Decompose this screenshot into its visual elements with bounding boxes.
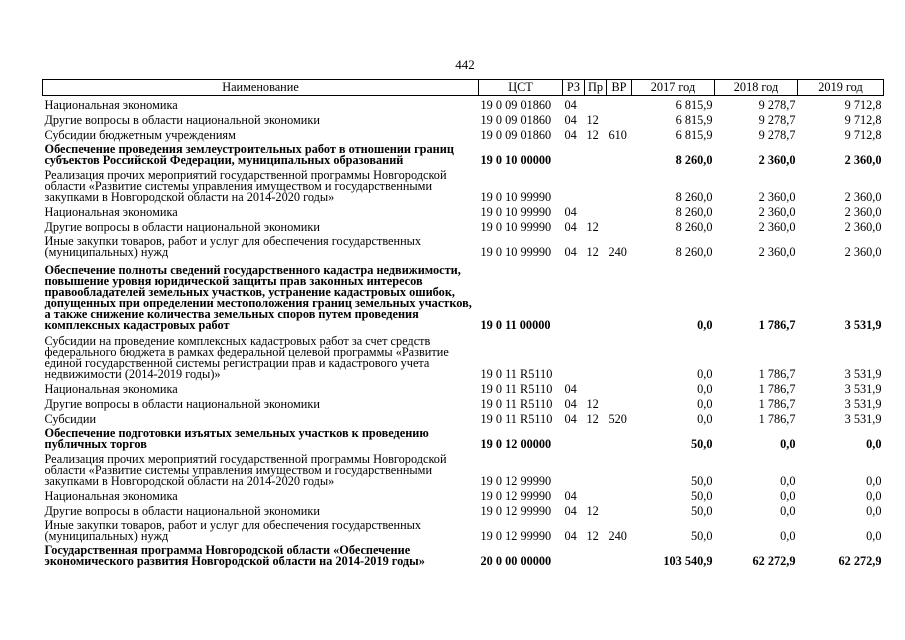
table-row xyxy=(43,203,884,218)
cell-rz xyxy=(563,258,585,331)
table-header-row xyxy=(43,80,884,96)
cell-cst: 19 0 09 01860 xyxy=(480,128,552,142)
cell-2019: 3 531,9 xyxy=(844,318,882,332)
cell-rz: 04 xyxy=(564,382,577,396)
cell-2018: 1 786,7 xyxy=(758,412,796,426)
cell-vr xyxy=(607,487,632,502)
cell-cst: 20 0 00 00000 xyxy=(480,554,552,568)
cell-rz xyxy=(563,141,585,166)
cell-2017: 6 815,9 xyxy=(675,113,713,127)
cell-vr xyxy=(607,218,632,233)
cell-2019: 9 712,8 xyxy=(844,128,882,142)
cell-rz: 04 xyxy=(564,489,577,503)
cell-cst: 19 0 12 00000 xyxy=(480,437,552,451)
cell-rz: 04 xyxy=(564,220,577,234)
cell-vr xyxy=(607,502,632,517)
cell-pr xyxy=(585,96,607,112)
table-row xyxy=(43,111,884,126)
cell-name: Обеспечение полноты сведений государственного кадастра недвижимости, повышение уровня юридической защиты прав законных интересов правообладателей земельных участков, устранение кадастровых ошибок, допущенных при определении местоположения границ земельных участков, а также снижение количества земельных споров путем проведения комплексных кадастровых работ xyxy=(44,263,472,332)
cell-2018: 2 360,0 xyxy=(758,205,796,219)
header-rz: РЗ xyxy=(563,80,585,96)
cell-vr xyxy=(607,542,632,567)
cell-name: Национальная экономика xyxy=(44,205,178,219)
cell-vr xyxy=(607,96,632,112)
cell-name: Другие вопросы в области национальной экономики xyxy=(44,220,320,234)
table-row xyxy=(43,258,884,331)
cell-2019: 3 531,9 xyxy=(844,382,882,396)
cell-2018: 2 360,0 xyxy=(758,153,796,167)
cell-name: Национальная экономика xyxy=(44,98,178,112)
cell-name: Другие вопросы в области национальной экономики xyxy=(44,397,320,411)
cell-2019: 2 360,0 xyxy=(844,205,882,219)
cell-2018: 2 360,0 xyxy=(758,220,796,234)
cell-cst: 19 0 12 99990 xyxy=(480,504,552,518)
cell-pr: 12 xyxy=(586,113,599,127)
cell-cst: 19 0 11 00000 xyxy=(480,318,551,332)
table-row xyxy=(43,425,884,450)
cell-2017: 50,0 xyxy=(690,504,713,518)
cell-cst: 19 0 09 01860 xyxy=(480,98,552,112)
cell-pr: 12 xyxy=(586,128,599,142)
cell-vr: 240 xyxy=(608,245,627,259)
cell-pr xyxy=(585,487,607,502)
header-cst: ЦСТ xyxy=(479,80,563,96)
cell-rz xyxy=(563,166,585,203)
cell-2018: 0,0 xyxy=(780,529,796,543)
table-row xyxy=(43,395,884,410)
cell-rz xyxy=(563,425,585,450)
cell-cst: 19 0 12 99990 xyxy=(480,529,552,543)
cell-pr xyxy=(585,258,607,331)
cell-2018: 1 786,7 xyxy=(758,397,796,411)
cell-cst: 19 0 11 R5110 xyxy=(480,382,553,396)
cell-pr xyxy=(585,141,607,166)
cell-pr: 12 xyxy=(586,397,599,411)
cell-rz xyxy=(563,542,585,567)
cell-vr xyxy=(607,450,632,487)
cell-pr: 12 xyxy=(586,412,599,426)
cell-name: Государственная программа Новгородской области «Обеспечение экономического развития Новгородской области на 2014-2019 годы» xyxy=(44,543,425,568)
cell-vr: 610 xyxy=(608,128,627,142)
cell-vr xyxy=(607,111,632,126)
cell-2019: 2 360,0 xyxy=(844,245,882,259)
table-row xyxy=(43,380,884,395)
cell-pr xyxy=(585,331,607,380)
cell-rz: 04 xyxy=(564,113,577,127)
cell-2018: 0,0 xyxy=(780,437,796,451)
cell-rz: 04 xyxy=(564,128,577,142)
cell-rz xyxy=(563,331,585,380)
cell-rz: 04 xyxy=(564,412,577,426)
cell-2017: 0,0 xyxy=(697,318,713,332)
header-2019: 2019 год xyxy=(798,80,884,96)
table-row xyxy=(43,141,884,166)
cell-2017: 50,0 xyxy=(690,489,713,503)
cell-name: Национальная экономика xyxy=(44,382,178,396)
budget-table xyxy=(42,79,884,567)
cell-2018: 1 786,7 xyxy=(758,367,796,381)
cell-name: Другие вопросы в области национальной экономики xyxy=(44,113,320,127)
cell-pr: 12 xyxy=(586,245,599,259)
cell-name: Субсидии бюджетным учреждениям xyxy=(44,128,236,142)
cell-vr xyxy=(607,425,632,450)
cell-cst: 19 0 11 R5110 xyxy=(480,397,553,411)
cell-2017: 8 260,0 xyxy=(675,190,713,204)
cell-cst: 19 0 10 00000 xyxy=(480,153,552,167)
cell-rz: 04 xyxy=(564,98,577,112)
cell-pr xyxy=(585,380,607,395)
table-row xyxy=(43,96,884,112)
table-row xyxy=(43,502,884,517)
table-row xyxy=(43,126,884,141)
cell-2018: 1 786,7 xyxy=(758,382,796,396)
cell-2018: 0,0 xyxy=(780,504,796,518)
table-row xyxy=(43,517,884,542)
cell-2017: 50,0 xyxy=(690,529,713,543)
header-pr: Пр xyxy=(585,80,607,96)
cell-2017: 0,0 xyxy=(697,412,713,426)
cell-cst: 19 0 10 99990 xyxy=(480,245,552,259)
cell-2018: 9 278,7 xyxy=(758,113,796,127)
cell-2018: 2 360,0 xyxy=(758,245,796,259)
table-row xyxy=(43,450,884,487)
cell-pr xyxy=(585,203,607,218)
table-row xyxy=(43,233,884,258)
cell-2019: 0,0 xyxy=(866,474,882,488)
cell-name: Иные закупки товаров, работ и услуг для обеспечения государственных (муниципальных) нужд xyxy=(44,518,422,543)
cell-2018: 2 360,0 xyxy=(758,190,796,204)
page-number: 442 xyxy=(455,57,475,72)
cell-name: Реализация прочих мероприятий государственной программы Новгородской области «Развитие системы управления имуществом и государственными закупками в Новгородской области на 2014-2020 годы» xyxy=(44,452,447,488)
cell-pr: 12 xyxy=(586,529,599,543)
cell-name: Реализация прочих мероприятий государственной программы Новгородской области «Развитие системы управления имуществом и государственными закупками в Новгородской области на 2014-2020 годы» xyxy=(44,168,447,204)
table-row xyxy=(43,166,884,203)
cell-rz: 04 xyxy=(564,397,577,411)
cell-2019: 9 712,8 xyxy=(844,113,882,127)
cell-2019: 0,0 xyxy=(866,529,882,543)
cell-2017: 0,0 xyxy=(697,367,713,381)
cell-rz: 04 xyxy=(564,205,577,219)
cell-2017: 103 540,9 xyxy=(663,554,713,568)
cell-vr xyxy=(607,258,632,331)
cell-2019: 3 531,9 xyxy=(844,412,882,426)
cell-cst: 19 0 12 99990 xyxy=(480,474,552,488)
cell-cst: 19 0 10 99990 xyxy=(480,220,552,234)
table-body xyxy=(43,96,884,568)
cell-2018: 9 278,7 xyxy=(758,128,796,142)
cell-name: Обеспечение подготовки изъятых земельных участков к проведению публичных торгов xyxy=(44,426,429,451)
cell-name: Субсидии на проведение комплексных кадастровых работ за счет средств федерального бюджета в рамках федеральной целевой программы «Развитие единой государственной системы регистрации прав и кадастрового учета недвижимости (2014-2019 годы)» xyxy=(44,334,449,381)
table-row xyxy=(43,331,884,380)
cell-2017: 6 815,9 xyxy=(675,128,713,142)
cell-2019: 2 360,0 xyxy=(844,153,882,167)
cell-2017: 50,0 xyxy=(690,474,713,488)
cell-vr: 520 xyxy=(608,412,627,426)
cell-pr xyxy=(585,542,607,567)
cell-2017: 8 260,0 xyxy=(675,220,713,234)
cell-2019: 0,0 xyxy=(866,489,882,503)
cell-cst: 19 0 10 99990 xyxy=(480,190,552,204)
cell-vr xyxy=(607,166,632,203)
cell-vr xyxy=(607,395,632,410)
cell-cst: 19 0 11 R5110 xyxy=(480,367,553,381)
cell-rz: 04 xyxy=(564,245,577,259)
cell-rz: 04 xyxy=(564,529,577,543)
cell-vr xyxy=(607,141,632,166)
cell-cst: 19 0 10 99990 xyxy=(480,205,552,219)
cell-2019: 2 360,0 xyxy=(844,220,882,234)
cell-2018: 1 786,7 xyxy=(758,318,796,332)
cell-2017: 0,0 xyxy=(697,382,713,396)
cell-2018: 0,0 xyxy=(780,474,796,488)
cell-vr xyxy=(607,203,632,218)
cell-2019: 2 360,0 xyxy=(844,190,882,204)
cell-pr: 12 xyxy=(586,220,599,234)
cell-cst: 19 0 12 99990 xyxy=(480,489,552,503)
cell-2019: 3 531,9 xyxy=(844,367,882,381)
cell-2018: 9 278,7 xyxy=(758,98,796,112)
cell-2018: 62 272,9 xyxy=(752,554,796,568)
cell-2017: 8 260,0 xyxy=(675,245,713,259)
cell-rz xyxy=(563,450,585,487)
table-row xyxy=(43,410,884,425)
cell-rz: 04 xyxy=(564,504,577,518)
header-vr: ВР xyxy=(607,80,632,96)
cell-pr xyxy=(585,166,607,203)
cell-2019: 3 531,9 xyxy=(844,397,882,411)
cell-name: Обеспечение проведения землеустроительных работ в отношении границ субъектов Российской Федерации, муниципальных образований xyxy=(44,142,454,167)
table-row xyxy=(43,487,884,502)
cell-2017: 8 260,0 xyxy=(675,205,713,219)
cell-2019: 9 712,8 xyxy=(844,98,882,112)
header-name: Наименование xyxy=(43,80,479,96)
cell-2017: 0,0 xyxy=(697,397,713,411)
header-2018: 2018 год xyxy=(715,80,798,96)
cell-vr xyxy=(607,331,632,380)
cell-2019: 0,0 xyxy=(866,437,882,451)
cell-2019: 0,0 xyxy=(866,504,882,518)
cell-2017: 6 815,9 xyxy=(675,98,713,112)
cell-name: Другие вопросы в области национальной экономики xyxy=(44,504,320,518)
cell-cst: 19 0 09 01860 xyxy=(480,113,552,127)
header-2017: 2017 год xyxy=(632,80,715,96)
table-row xyxy=(43,542,884,567)
cell-name: Субсидии xyxy=(44,412,97,426)
cell-2019: 62 272,9 xyxy=(838,554,882,568)
table-row xyxy=(43,218,884,233)
cell-2017: 50,0 xyxy=(690,437,713,451)
cell-pr: 12 xyxy=(586,504,599,518)
cell-2017: 8 260,0 xyxy=(675,153,713,167)
cell-name: Иные закупки товаров, работ и услуг для обеспечения государственных (муниципальных) нужд xyxy=(44,234,422,259)
cell-name: Национальная экономика xyxy=(44,489,178,503)
cell-cst: 19 0 11 R5110 xyxy=(480,412,553,426)
cell-pr xyxy=(585,425,607,450)
cell-vr: 240 xyxy=(608,529,627,543)
cell-2018: 0,0 xyxy=(780,489,796,503)
cell-vr xyxy=(607,380,632,395)
cell-pr xyxy=(585,450,607,487)
